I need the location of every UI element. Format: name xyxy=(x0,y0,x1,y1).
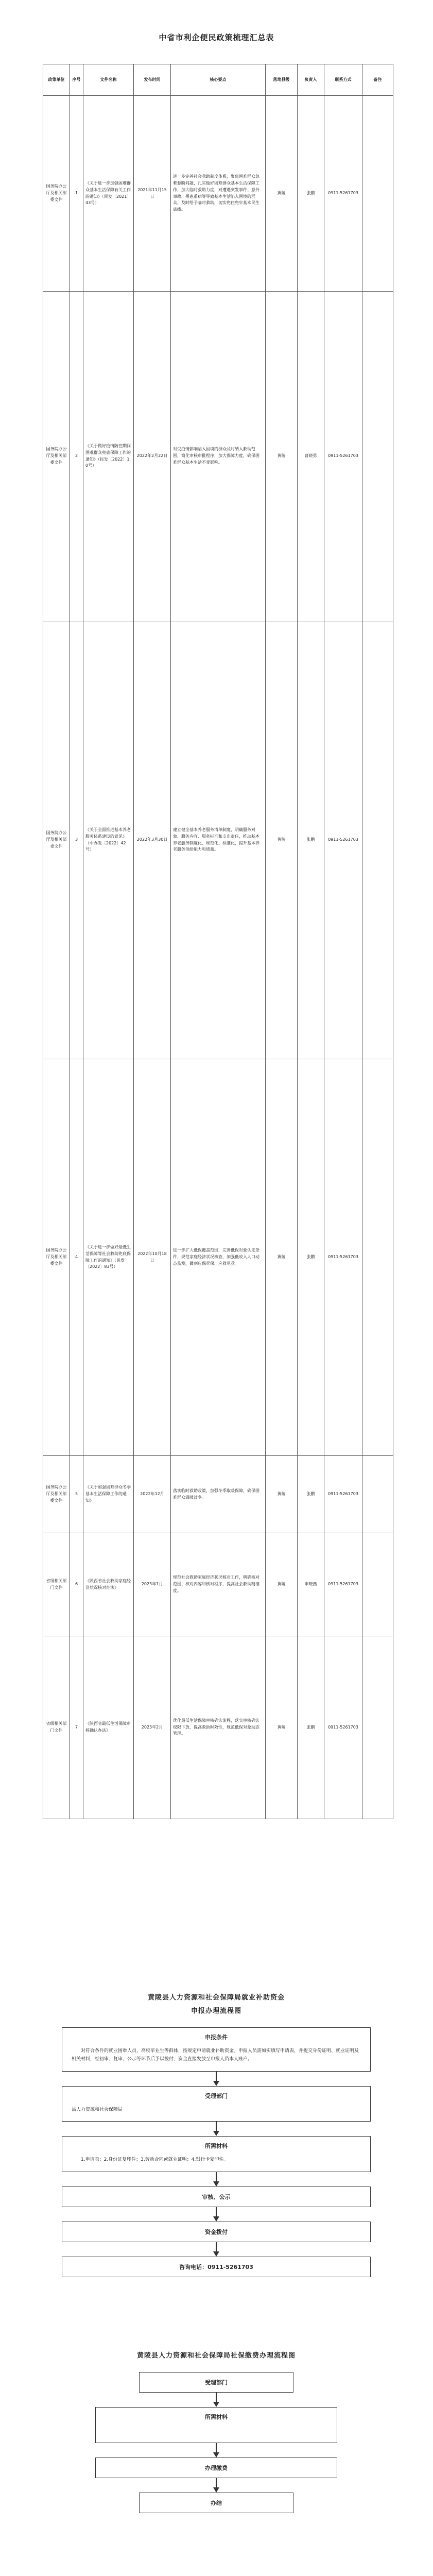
down-arrow-icon xyxy=(213,2072,220,2086)
materials-box xyxy=(62,2136,371,2172)
table-row xyxy=(43,1636,393,1819)
cell-date: 2022年2月22日 xyxy=(134,292,171,621)
cell-content: 对受疫情影响陷入困境的群众及时纳入救助范围，简化审核审批程序，加大保障力度，确保困难群众基本生活不受影响。 xyxy=(171,292,266,621)
table-row xyxy=(43,1456,393,1533)
cell-person: 张鹏 xyxy=(298,96,324,292)
down-arrow-icon xyxy=(213,2207,220,2222)
header-file: 文件名称 xyxy=(83,64,134,96)
header-num: 序号 xyxy=(70,64,83,96)
cell-unit: 国务院办公厅及相关部委文件 xyxy=(43,292,70,621)
cell-content: 进一步完善社会救助制度体系，聚焦困难群众急难愁盼问题，扎实做好困难群众基本生活保障工作，加大临时救助力度，对遭遇突发事件、意外事故、罹患重病等导致基本生活陷入困境的群众，及时给予临时救助，切实兜住兜牢基本民生底线。 xyxy=(171,96,266,292)
cell-person: 张鹏 xyxy=(298,1636,324,1819)
cell-num: 4 xyxy=(70,1059,83,1456)
down-arrow-icon xyxy=(213,2242,220,2257)
conditions-heading: 申报条件 xyxy=(205,2034,228,2041)
cell-content: 优化最低生活保障审核确认流程，落实审核确认权限下放，提高救助时效性，规范低保对象动态管理。 xyxy=(171,1636,266,1819)
cell-num: 3 xyxy=(70,621,83,1059)
cell-file: 《陕西省最低生活保障审核确认办法》 xyxy=(83,1636,134,1819)
cell-date: 2022年12月 xyxy=(134,1456,171,1533)
down-arrow-icon xyxy=(213,2443,220,2458)
conditions-box xyxy=(62,2027,371,2072)
finish-label: 办结 xyxy=(211,2500,222,2506)
cell-county: 黄陵 xyxy=(266,1059,298,1456)
flowchart-title-line1: 黄陵县人力资源和社会保障局社保缴费办理流程图 xyxy=(136,2352,296,2360)
cell-file: 《关于全面推进基本养老服务体系建设的意见》（中办发〔2022〕42号） xyxy=(83,621,134,1059)
cell-unit: 国务院办公厅及相关部委文件 xyxy=(43,1456,70,1533)
cell-date: 2023年2月 xyxy=(134,1636,171,1819)
cell-num: 6 xyxy=(70,1533,83,1636)
table-row xyxy=(43,621,393,1059)
cell-note xyxy=(362,1636,393,1819)
down-arrow-icon xyxy=(213,2478,220,2493)
flowchart-title xyxy=(62,2349,371,2363)
document-title: 中省市利企便民政策梳理汇总表 xyxy=(159,33,274,42)
cell-unit: 国务院办公厅及相关部委文件 xyxy=(43,96,70,292)
cell-date: 2023年1月 xyxy=(134,1533,171,1636)
cell-phone: 0911-5261703 xyxy=(324,1636,362,1819)
cell-content: 规范社会救助家庭经济状况核对工作，明确核对范围、核对内容和核对程序，提高社会救助精准度。 xyxy=(171,1533,266,1636)
cell-person: 张鹏 xyxy=(298,621,324,1059)
cell-phone: 0911-5261703 xyxy=(324,1533,362,1636)
cell-county: 黄陵 xyxy=(266,1533,298,1636)
process-label: 办理缴费 xyxy=(205,2465,228,2471)
cell-unit: 国务院办公厅及相关部委文件 xyxy=(43,621,70,1059)
payment-label: 资金拨付 xyxy=(205,2229,228,2235)
cell-date: 2022年10月18日 xyxy=(134,1059,171,1456)
header-phone: 联系方式 xyxy=(324,64,362,96)
cell-county: 黄陵 xyxy=(266,1636,298,1819)
policy-summary-table xyxy=(43,64,393,1819)
cell-note xyxy=(362,292,393,621)
cell-num: 5 xyxy=(70,1456,83,1533)
cell-person: 张鹏 xyxy=(298,1059,324,1456)
flowchart-title-line2: 申报办理流程图 xyxy=(190,2007,241,2015)
cell-content: 进一步扩大低保覆盖范围，完善低保对象认定条件，规范家庭经济状况核查，加强低收入人口动态监测，做到应保尽保、应救尽救。 xyxy=(171,1059,266,1456)
header-unit: 政策单位 xyxy=(43,64,70,96)
cell-phone: 0911-5261703 xyxy=(324,96,362,292)
materials-heading: 所需材料 xyxy=(205,2143,228,2150)
table-header-row xyxy=(43,64,393,96)
cell-content: 落实临时救助政策，加强冬季取暖保障，确保困难群众温暖过冬。 xyxy=(171,1456,266,1533)
hotline-label: 咨询电话：0911-5261703 xyxy=(179,2264,253,2270)
department-heading: 受理部门 xyxy=(205,2092,228,2099)
cell-phone: 0911-5261703 xyxy=(324,292,362,621)
flowchart-title-line1: 黄陵县人力资源和社会保障局就业补助资金 xyxy=(147,1994,285,2002)
cell-note xyxy=(362,1059,393,1456)
flowchart-social-insurance-payment xyxy=(62,2349,371,2513)
department-box xyxy=(62,2086,371,2122)
cell-num: 1 xyxy=(70,96,83,292)
cell-phone: 0911-5261703 xyxy=(324,621,362,1059)
table-row xyxy=(43,96,393,292)
cell-date: 2021年11月15日 xyxy=(134,96,171,292)
materials-text: 1.申请表；2.身份证复印件；3.劳动合同或就业证明；4.银行卡复印件。 xyxy=(81,2157,229,2163)
cell-person: 张鹏 xyxy=(298,1456,324,1533)
review-box xyxy=(62,2187,371,2207)
table-row xyxy=(43,1059,393,1456)
down-arrow-icon xyxy=(213,2172,220,2187)
cell-file: 《陕西省社会救助家庭经济状况核对办法》 xyxy=(83,1533,134,1636)
cell-content: 建立健全基本养老服务清单制度，明确服务对象、服务内容、服务标准和支出责任，推动基本养老服务制度化、规范化、标准化，提升基本养老服务供给能力和质量。 xyxy=(171,621,266,1059)
down-arrow-icon xyxy=(213,2122,220,2136)
cell-county: 黄陵 xyxy=(266,292,298,621)
cell-note xyxy=(362,621,393,1059)
department-text: 县人力资源和社会保障局 xyxy=(72,2107,123,2112)
payment-box xyxy=(62,2222,371,2242)
cell-phone: 0911-5261703 xyxy=(324,1456,362,1533)
table-row xyxy=(43,292,393,621)
cell-county: 黄陵 xyxy=(266,621,298,1059)
flowchart-title xyxy=(62,1991,371,2018)
cell-note xyxy=(362,1456,393,1533)
materials-box xyxy=(95,2407,337,2443)
hotline-box xyxy=(62,2257,371,2277)
cell-note xyxy=(362,1533,393,1636)
cell-phone: 0911-5261703 xyxy=(324,1059,362,1456)
cell-file: 《关于做好疫情防控期间困难群众兜底保障工作的通知》（民发〔2022〕10号） xyxy=(83,292,134,621)
table-row xyxy=(43,1533,393,1636)
materials-heading: 所需材料 xyxy=(205,2414,228,2420)
cell-county: 黄陵 xyxy=(266,1456,298,1533)
cell-file: 《关于进一步加强困难群众基本生活保障有关工作的通知》（民发〔2021〕43号） xyxy=(83,96,134,292)
department-label: 受理部门 xyxy=(205,2379,228,2386)
header-person: 负责人 xyxy=(298,64,324,96)
header-note: 备注 xyxy=(362,64,393,96)
cell-county: 黄陵 xyxy=(266,96,298,292)
header-content: 核心要点 xyxy=(171,64,266,96)
down-arrow-icon xyxy=(213,2393,220,2407)
cell-unit: 省级相关部门文件 xyxy=(43,1533,70,1636)
header-date: 发布时间 xyxy=(134,64,171,96)
cell-num: 2 xyxy=(70,292,83,621)
cell-file: 《关于加强困难群众冬季基本生活保障工作的通知》 xyxy=(83,1456,134,1533)
cell-unit: 国务院办公厅及相关部委文件 xyxy=(43,1059,70,1456)
cell-file: 《关于进一步做好最低生活保障等社会救助兜底保障工作的通知》（民发〔2022〕83号） xyxy=(83,1059,134,1456)
cell-unit: 省级相关部门文件 xyxy=(43,1636,70,1819)
cell-note xyxy=(362,96,393,292)
department-box xyxy=(139,2372,293,2393)
finish-box xyxy=(139,2493,293,2513)
cell-person: 申晓燕 xyxy=(298,1533,324,1636)
header-county: 落地县级 xyxy=(266,64,298,96)
flowchart-employment-subsidy xyxy=(62,1991,371,2277)
conditions-text: 对符合条件的就业困难人员、高校毕业生等群体，按规定申请就业补助资金。申报人员需如实填写申请表，并提交身份证明、就业证明及相关材料，经初审、复审、公示等环节后予以拨付，资金直接发放至申报人员本人账户。 xyxy=(72,2048,359,2062)
cell-num: 7 xyxy=(70,1636,83,1819)
cell-date: 2022年3月30日 xyxy=(134,621,171,1059)
cell-person: 曹晓勇 xyxy=(298,292,324,621)
process-box xyxy=(95,2458,337,2478)
review-label: 审核、公示 xyxy=(202,2194,231,2200)
